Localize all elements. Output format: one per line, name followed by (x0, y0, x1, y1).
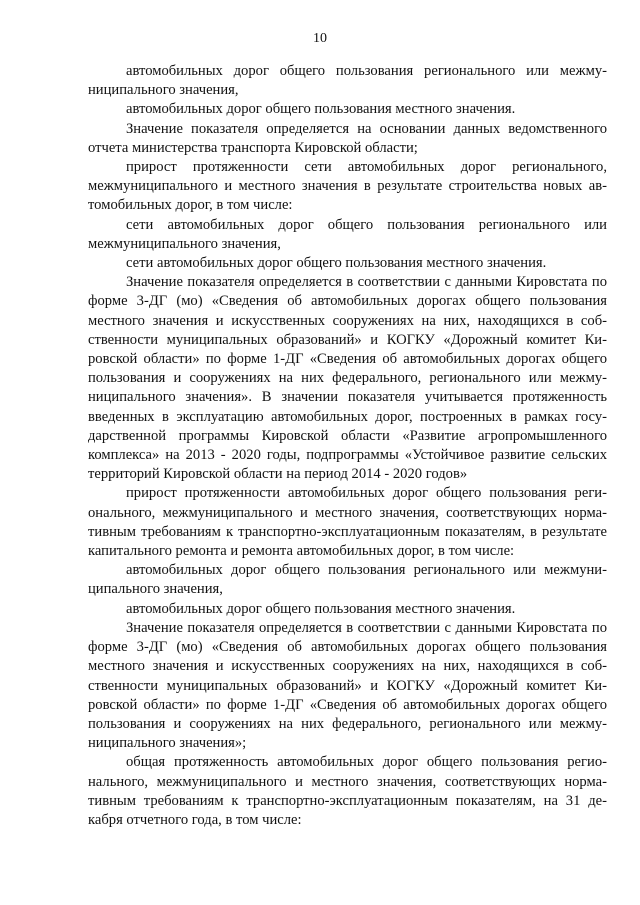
paragraph-regional-network: сети автомобильных дорог общего пользования регионального или межмуниципального значения, (88, 216, 607, 252)
paragraph-regional-roads-repair: автомобильных дорог общего пользования регионального или межмуниципального значения, (88, 562, 607, 598)
paragraph-indicator-source-kirovstat: Значение показателя определяется в соответствии с данными Кировстата по форме 3-ДГ (мо) «Сведения об автомобильных дорогах общего пользования местного значения и искусственных сооружениях на них, находящихся в собственности муниципальных образований» и КОГКУ «Дорожный комитет Кировской области» по форме 1-ДГ «Сведения об автомобильных дорогах общего пользования и сооружениях на них федерального, регионального или межмуниципального значения». В значении показателя учитывается протяженность введенных в эксплуатацию автомобильных дорог, построенных в рамках государственной программы Кировской области «Развитие агропромышленного комплекса» на 2013 - 2020 годы, подпрограммы «Устойчивое развитие сельских территорий Кировской области на период 2014 - 2020 годов» (88, 274, 607, 483)
paragraph-growth-repair: прирост протяженности автомобильных дорог общего пользования регионального, межмуниципального и местного значения, соответствующих нормативным требованиям к транспортно-эксплуатационным показателям, в результате капитального ремонта и ремонта автомобильных дорог, в том числе: (88, 485, 607, 560)
paragraph-regional-roads: автомобильных дорог общего пользования регионального или межмуниципального значения, (88, 63, 607, 99)
paragraph-local-network: сети автомобильных дорог общего пользования местного значения. (126, 255, 547, 272)
page-number: 10 (313, 31, 327, 46)
paragraph-indicator-source-kirovstat-repair: Значение показателя определяется в соответствии с данными Кировстата по форме 3-ДГ (мо) «Сведения об автомобильных дорогах общего пользования местного значения и искусственных сооружениях на них, находящихся в собственности муниципальных образований» и КОГКУ «Дорожный комитет Кировской области» по форме 1-ДГ «Сведения об автомобильных дорогах общего пользования и сооружениях на них федерального, регионального или межмуниципального значения»; (88, 619, 607, 752)
paragraph-local-roads: автомобильных дорог общего пользования местного значения. (126, 101, 516, 118)
paragraph-total-length: общая протяженность автомобильных дорог общего пользования регионального, межмуниципального и местного значения, соответствующих нормативным требованиям к транспортно-эксплуатационным показателям, на 31 декабря отчетного года, в том числе: (88, 754, 607, 828)
document-body (88, 62, 607, 830)
paragraph-local-roads-repair: автомобильных дорог общего пользования местного значения. (126, 600, 516, 617)
paragraph-indicator-source-ministry: Значение показателя определяется на основании данных ведомственного отчета министерства транспорта Кировской области; (88, 120, 607, 156)
paragraph-growth-new-construction: прирост протяженности сети автомобильных дорог регионального, межмуниципального и местного значения в результате строительства новых автомобильных дорог, в том числе: (88, 159, 607, 214)
